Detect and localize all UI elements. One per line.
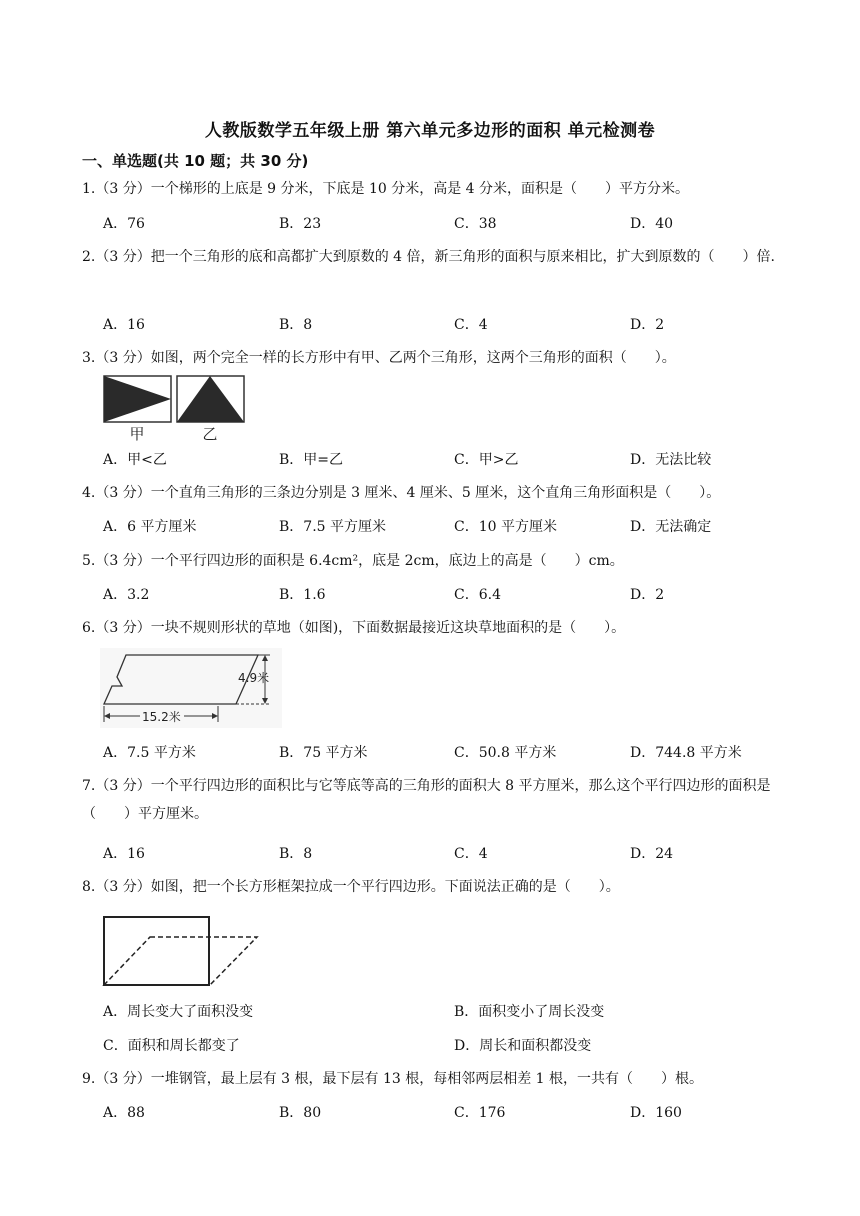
q8-option-b: B．面积变小了周长没变: [454, 1004, 605, 1020]
q6-option-d: D．744.8 平方米: [630, 745, 742, 761]
q4-option-a: A．6 平方厘米: [103, 519, 197, 535]
q3-option-d: D．无法比较: [630, 452, 712, 468]
rectangle-yi: [177, 376, 244, 422]
q7-option-a: A．16: [103, 846, 145, 862]
q4-option-c: C．10 平方厘米: [454, 519, 557, 535]
question-3: 3.（3 分）如图，两个完全一样的长方形中有甲、乙两个三角形，这两个三角形的面积（ ）。: [82, 350, 676, 366]
q1-option-c: C．38: [454, 216, 497, 232]
q8-option-c: C．面积和周长都变了: [103, 1038, 240, 1054]
q3-option-c: C．甲>乙: [454, 452, 519, 468]
rectangle-jia: [104, 376, 171, 422]
q9-option-c: C．176: [454, 1105, 506, 1121]
q6-option-b: B．75 平方米: [279, 745, 368, 761]
question-2: 2.（3 分）把一个三角形的底和高都扩大到原数的 4 倍，新三角形的面积与原来相比，扩大到原数的（ ）倍.: [82, 249, 775, 265]
figure-rectangle-to-parallelogram: [100, 910, 265, 990]
q9-option-d: D．160: [630, 1105, 682, 1121]
q8-option-d: D．周长和面积都没变: [454, 1038, 592, 1054]
q1-option-a: A．76: [103, 216, 145, 232]
q3-option-b: B．甲=乙: [279, 452, 344, 468]
q2-option-b: B．8: [279, 317, 313, 333]
q5-option-d: D．2: [630, 587, 665, 603]
q4-option-d: D．无法确定: [630, 519, 712, 535]
question-1: 1.（3 分）一个梯形的上底是 9 分米，下底是 10 分米，高是 4 分米，面积是（ ）平方分米。: [82, 181, 690, 197]
q6-option-c: C．50.8 平方米: [454, 745, 557, 761]
q7-option-c: C．4: [454, 846, 488, 862]
q8-option-a: A．周长变大了面积没变: [103, 1004, 254, 1020]
question-4: 4.（3 分）一个直角三角形的三条边分别是 3 厘米、4 厘米、5 厘米，这个直角三角形面积是（ ）。: [82, 485, 721, 501]
section-heading: 一、单选题(共 10 题；共 30 分): [82, 152, 309, 170]
q4-option-b: B．7.5 平方厘米: [279, 519, 387, 535]
question-7: 7.（3 分）一个平行四边形的面积比与它等底等高的三角形的面积大 8 平方厘米，那么这个平行四边形的面积是（ ）平方厘米。: [82, 778, 771, 822]
q5-option-b: B．1.6: [279, 587, 326, 603]
q3-option-a: A．甲<乙: [103, 452, 167, 468]
q9-option-a: A．88: [103, 1105, 145, 1121]
question-6: 6.（3 分）一块不规则形状的草地（如图)，下面数据最接近这块草地面积的是（ ）。: [82, 620, 626, 636]
q1-option-b: B．23: [279, 216, 322, 232]
q1-option-d: D．40: [630, 216, 674, 232]
q5-option-c: C．6.4: [454, 587, 501, 603]
page-title: 人教版数学五年级上册 第六单元多边形的面积 单元检测卷: [204, 121, 656, 141]
question-8: 8.（3 分）如图，把一个长方形框架拉成一个平行四边形。下面说法正确的是（ ）。: [82, 879, 620, 895]
q2-option-a: A．16: [103, 317, 145, 333]
question-5: 5.（3 分）一个平行四边形的面积是 6.4cm²，底是 2cm，底边上的高是（ ）cm。: [82, 553, 624, 569]
q7-option-b: B．8: [279, 846, 313, 862]
figure-triangles: [100, 374, 250, 444]
q2-option-d: D．2: [630, 317, 665, 333]
q2-option-c: C．4: [454, 317, 488, 333]
q9-option-b: B．80: [279, 1105, 322, 1121]
q7-option-d: D．24: [630, 846, 674, 862]
label-height: 4.9米: [238, 671, 270, 685]
question-9: 9.（3 分）一堆钢管，最上层有 3 根，最下层有 13 根，每相邻两层相差 1 根，一共有（ ）根。: [82, 1071, 704, 1087]
label-jia: 甲: [129, 425, 145, 443]
label-yi: 乙: [202, 425, 218, 443]
q6-option-a: A．7.5 平方米: [103, 745, 196, 761]
figure-irregular-lawn: [100, 648, 282, 728]
q5-option-a: A．3.2: [103, 587, 150, 603]
label-base: 15.2米: [142, 710, 181, 724]
